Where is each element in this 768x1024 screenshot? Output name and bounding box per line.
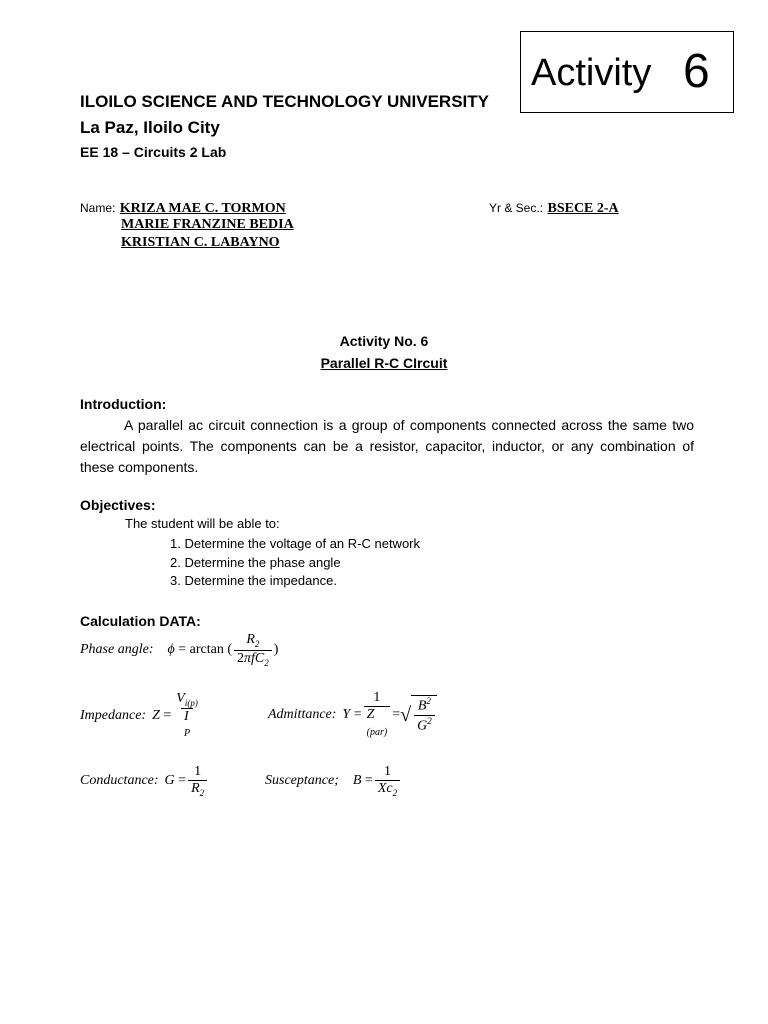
objectives-heading: Objectives: bbox=[80, 497, 156, 513]
susceptance-formula: Susceptance; B = $\frac{1}{Xc_2}$ bbox=[265, 758, 402, 804]
objectives-lead: The student will be able to: bbox=[125, 516, 280, 531]
phase-angle-label: Phase angle: bbox=[80, 642, 154, 657]
activity-number: 6 bbox=[683, 45, 710, 98]
objective-item: 2. Determine the phase angle bbox=[170, 555, 341, 570]
student-name-2: MARIE FRANZINE BEDIA bbox=[121, 217, 294, 232]
course-title: EE 18 – Circuits 2 Lab bbox=[80, 144, 227, 160]
introduction-text: A parallel ac circuit connection is a group of components connected across the same two electrical points. The components can be a resistor, capacitor, inductor, or any combination of these components. bbox=[80, 417, 694, 475]
university-city: La Paz, Iloilo City bbox=[80, 118, 220, 137]
activity-number-heading: Activity No. 6 bbox=[339, 333, 429, 349]
calculation-heading: Calculation DATA: bbox=[80, 613, 201, 629]
name-label: Name: bbox=[80, 201, 116, 215]
phase-angle-formula: Phase angle: ϕ = arctan ( $\frac{R_2}{2\pi fC_2}$ ) bbox=[80, 632, 279, 668]
impedance-label: Impedance: bbox=[80, 708, 147, 723]
activity-subtitle: Parallel R-C CIrcuit bbox=[320, 355, 448, 371]
conductance-formula: Conductance: G = $\frac{1}{R_2}$ bbox=[80, 758, 209, 804]
admittance-formula: Admittance: Y = 1 Z (par) = √ $\frac{B^2}{G^2}$ bbox=[268, 692, 437, 738]
activity-label: Activity bbox=[531, 52, 652, 94]
susceptance-label: Susceptance; bbox=[265, 773, 339, 788]
introduction-paragraph bbox=[80, 415, 694, 478]
introduction-heading: Introduction: bbox=[80, 396, 167, 412]
yr-sec-value: BSECE 2-A bbox=[547, 201, 619, 216]
year-section bbox=[489, 199, 619, 217]
impedance-formula: Impedance: Z = $V_{i(p)}$ I P bbox=[80, 694, 203, 738]
activity-subtitle-wrap bbox=[0, 355, 768, 371]
student-name-3: KRISTIAN C. LABAYNO bbox=[121, 235, 280, 250]
objective-item: 3. Determine the impedance. bbox=[170, 573, 337, 588]
university-name: ILOILO SCIENCE AND TECHNOLOGY UNIVERSITY bbox=[80, 92, 489, 111]
student-name-1: KRIZA MAE C. TORMON bbox=[119, 201, 286, 216]
student-names-block bbox=[80, 199, 286, 217]
conductance-label: Conductance: bbox=[80, 773, 159, 788]
admittance-label: Admittance: bbox=[268, 707, 337, 722]
yr-sec-label: Yr & Sec.: bbox=[489, 201, 544, 215]
activity-box bbox=[520, 31, 734, 113]
objective-item: 1. Determine the voltage of an R-C network bbox=[170, 536, 421, 551]
